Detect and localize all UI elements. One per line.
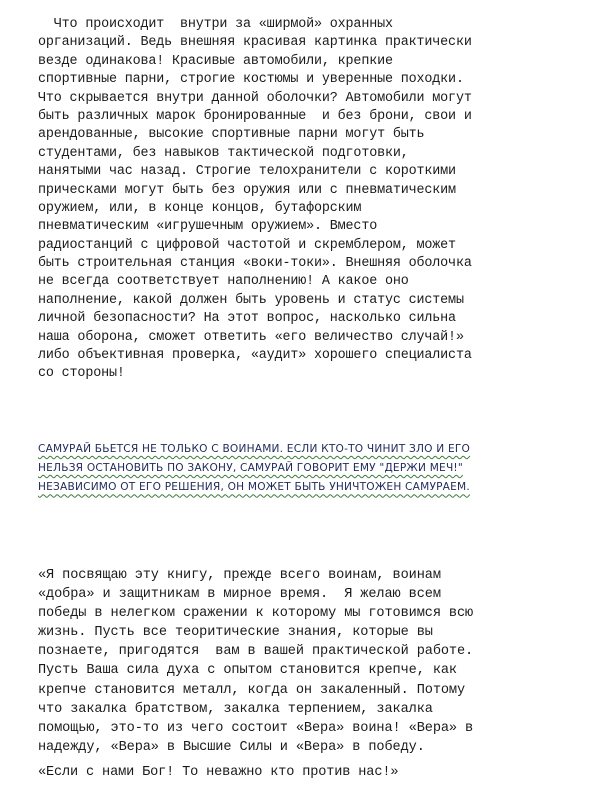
- text-line: организаций. Ведь внешняя красивая картинка практически: [38, 35, 472, 51]
- text-line: со стороны!: [38, 366, 125, 382]
- text-line: пневматическим «игрушечным оружием». Вместо: [38, 219, 378, 235]
- text-line: студентами, без навыков тактической подготовки,: [38, 145, 409, 161]
- text-line: быть строительная станция «воки-токи». Внешняя оболочка: [38, 256, 472, 272]
- text-line: личной безопасности? На этот вопрос, насколько сильна: [38, 311, 456, 327]
- text-line: быть различных марок бронированные и без брони, свои и: [38, 108, 472, 124]
- text-line: либо объективная проверка, «аудит» хорошего специалиста: [38, 348, 472, 364]
- text-line: жизнь. Пусть все теоритические знания, которые вы: [38, 625, 433, 641]
- text-line: крепче становится металл, когда он закаленный. Потому: [38, 682, 466, 698]
- text-line: оружием, или, в конце концов, бутафорским: [38, 200, 362, 216]
- paragraph-dedication: [38, 566, 598, 757]
- quote-line: САМУРАЙ БЬЕТСЯ НЕ ТОЛЬКО С ВОИНАМИ. ЕСЛИ КТО-ТО ЧИНИТ ЗЛО И ЕГО: [38, 443, 471, 455]
- text-line: прическами могут быть без оружия или с пневматическим: [38, 182, 456, 198]
- text-line: «Я посвящаю эту книгу, прежде всего воинам, воинам: [38, 568, 441, 583]
- text-line: надежду, «Вера» в Высшие Силы и «Вера» в победу.: [38, 739, 425, 755]
- quote-line: НЕЛЬЗЯ ОСТАНОВИТЬ ПО ЗАКОНУ, САМУРАЙ ГОВОРИТ ЕМУ "ДЕРЖИ МЕЧ!": [38, 462, 463, 475]
- text-line: радиостанций с цифровой частотой и скремблером, может: [38, 237, 456, 253]
- closing-quote: [38, 764, 598, 782]
- text-line: арендованные, высокие спортивные парни могут быть: [38, 127, 425, 143]
- text-line: Что скрывается внутри данной оболочки? Автомобили могут: [38, 90, 472, 106]
- text-line: не всегда соответствует наполнению! А какое оно: [38, 274, 409, 290]
- text-line: наполнение, какой должен быть уровень и статус системы: [38, 292, 464, 308]
- text-line: нанятыми час назад. Строгие телохранители с короткими: [38, 164, 456, 180]
- paragraph-security-organizations: [38, 16, 598, 384]
- quote-line: НЕЗАВИСИМО ОТ ЕГО РЕШЕНИЯ, ОН МОЖЕТ БЫТЬ УНИЧТОЖЕН САМУРАЕМ.: [38, 481, 470, 494]
- text-line: познаете, пригодятся вам в вашей практической работе.: [38, 644, 474, 660]
- text-line: везде одинакова! Красивые автомобили, крепкие: [38, 53, 393, 69]
- text-line: Пусть Ваша сила духа с опытом становится крепче, как: [38, 663, 457, 679]
- text-line: Что происходит внутри за «ширмой» охранных: [38, 17, 393, 32]
- samurai-quote: [38, 440, 598, 498]
- text-line: помощью, это-то из чего состоит «Вера» воина! «Вера» в: [38, 720, 474, 736]
- text-line: победы в нелегком сражении к которому мы готовимся всю: [38, 606, 474, 622]
- text-line: «добра» и защитникам в мирное время. Я желаю всем: [38, 587, 441, 603]
- closing-line: «Если с нами Бог! То неважно кто против нас!»: [38, 765, 399, 780]
- text-line: спортивные парни, строгие костюмы и уверенные походки.: [38, 72, 464, 88]
- text-line: наша оборона, сможет ответить «его величество случай!»: [38, 329, 464, 345]
- text-line: что закалка братством, закалка терпением, закалка: [38, 701, 433, 717]
